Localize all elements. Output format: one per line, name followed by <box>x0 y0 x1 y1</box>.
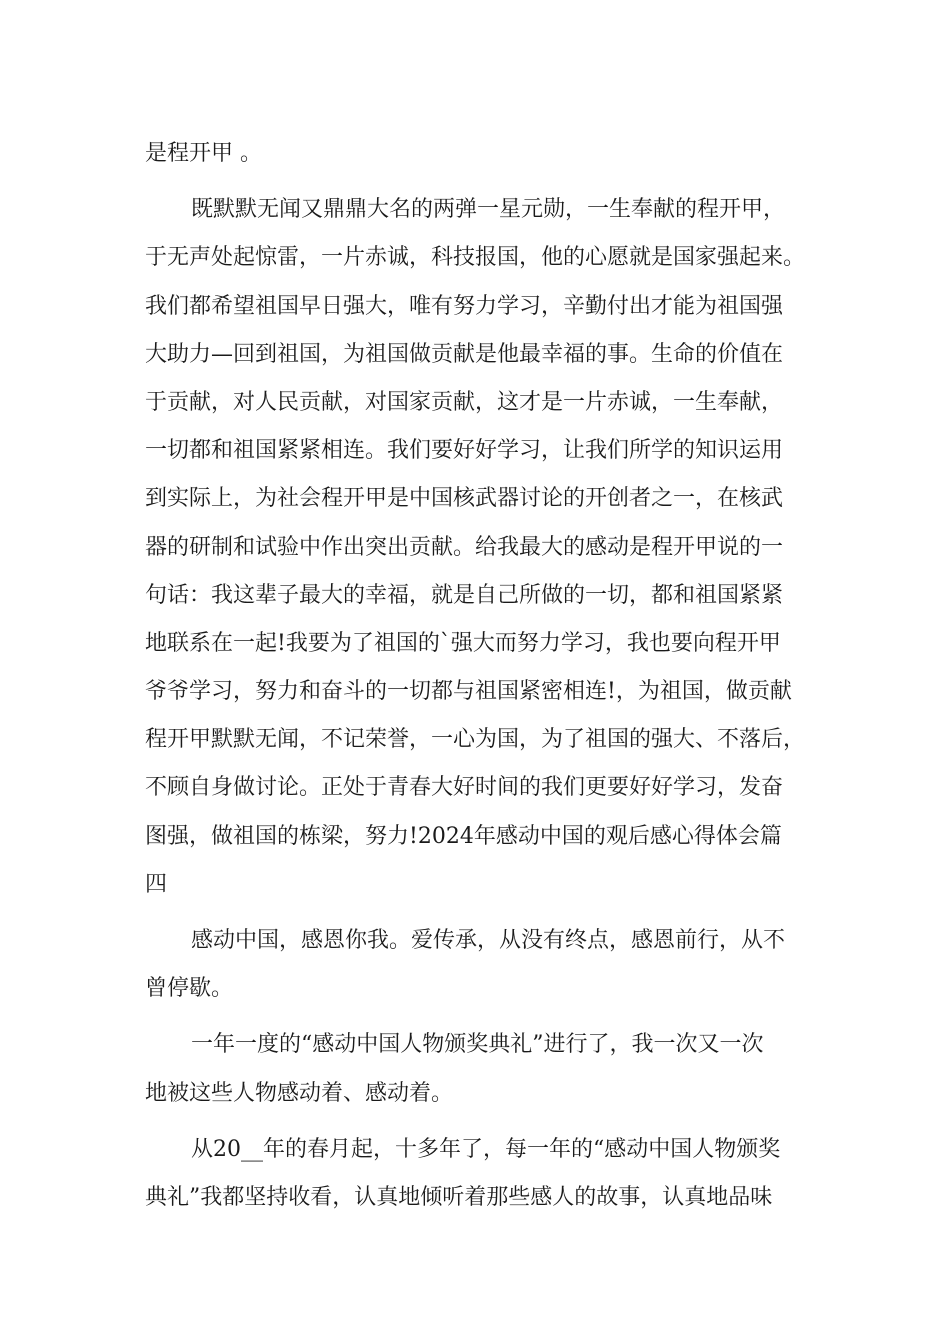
paragraph-gap <box>145 909 835 917</box>
paragraph-gap <box>145 1013 835 1021</box>
text-line: 地被这些人物感动着、感动着。 <box>145 1080 454 1106</box>
text-line: 器的研制和试验中作出突出贡献。给我最大的感动是程开甲说的一 <box>145 534 784 560</box>
text-line: 曾停歇。 <box>145 976 234 1002</box>
text-line: 地联系在一起!我要为了祖国的`强大而努力学习，我也要向程开甲 <box>145 630 781 656</box>
document-body <box>145 130 835 1222</box>
paragraph-gap <box>145 1118 835 1126</box>
text-line: 我们都希望祖国早日强大，唯有努力学习，辛勤付出才能为祖国强 <box>145 293 784 319</box>
text-line: 一年一度的“感动中国人物颁奖典礼”进行了，我一次又一次 <box>191 1032 764 1058</box>
text-line: 爷爷学习，努力和奋斗的一切都与祖国紧密相连!，为祖国，做贡献 <box>145 679 792 705</box>
text-line: 从20__年的春月起，十多年了，每一年的“感动中国人物颁奖 <box>191 1136 781 1162</box>
text-line: 图强，做祖国的栋梁，努力!2024年感动中国的观后感心得体会篇 <box>145 823 782 849</box>
text-line: 程开甲默默无闻，不记荣誉，一心为国，为了祖国的强大、不落后， <box>145 727 806 753</box>
text-line: 于贡献，对人民贡献，对国家贡献，这才是一片赤诚，一生奉献， <box>145 389 784 415</box>
text-line: 于无声处起惊雷，一片赤诚，科技报国，他的心愿就是国家强起来。 <box>145 245 806 271</box>
text-line: 四 <box>145 871 168 897</box>
text-line: 典礼”我都坚持收看，认真地倾听着那些感人的故事，认真地品味 <box>145 1184 773 1210</box>
text-line: 感动中国，感恩你我。爱传承，从没有终点，感恩前行，从不 <box>191 928 786 953</box>
text-line: 到实际上，为社会程开甲是中国核武器讨论的开创者之一，在核武 <box>145 486 784 512</box>
text-line: 是程开甲 。 <box>145 141 262 166</box>
text-line: 不顾自身做讨论。正处于青春大好时间的我们更要好好学习，发奋 <box>145 775 784 801</box>
text-line: 大助力—回到祖国，为祖国做贡献是他最幸福的事。生命的价值在 <box>145 341 784 367</box>
paragraph-gap <box>145 178 835 186</box>
text-line: 句话：我这辈子最大的幸福，就是自己所做的一切，都和祖国紧紧 <box>145 582 784 608</box>
text-line: 一切都和祖国紧紧相连。我们要好好学习，让我们所学的知识运用 <box>145 438 784 464</box>
text-line: 既默默无闻又鼎鼎大名的两弹一星元勋，一生奉献的程开甲， <box>191 197 786 223</box>
